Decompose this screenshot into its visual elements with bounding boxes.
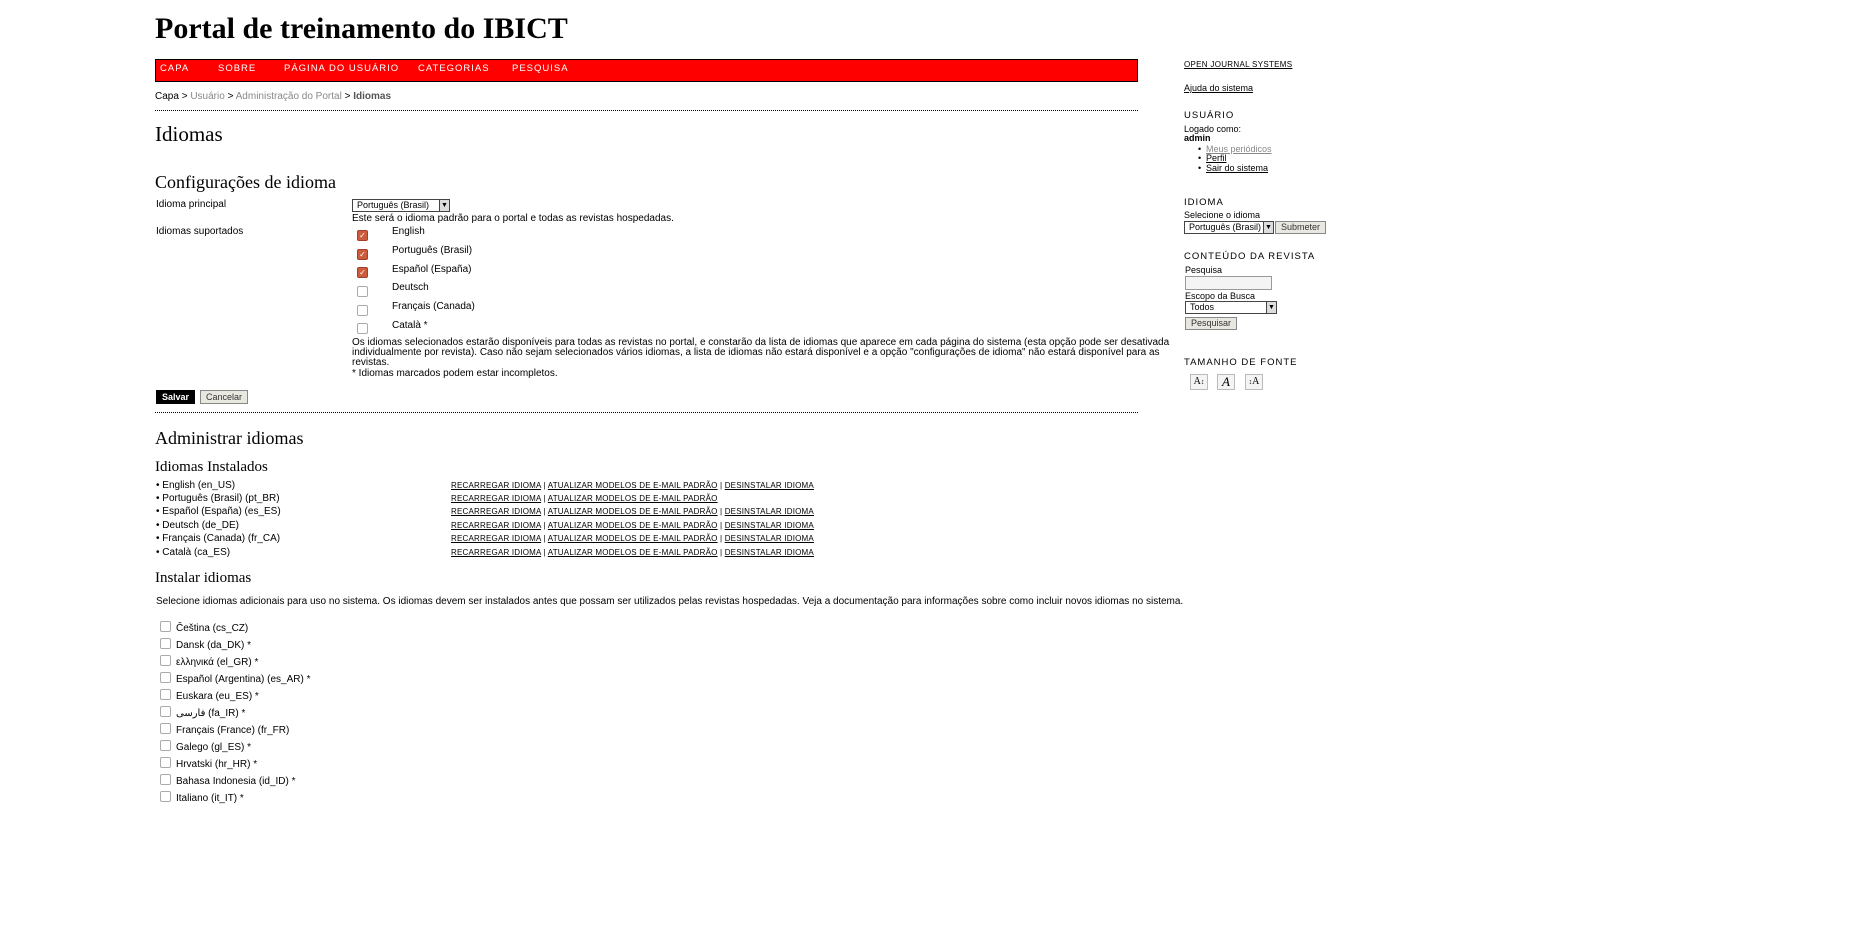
search-input[interactable] <box>1185 276 1272 290</box>
site-title: Portal de treinamento do IBICT <box>155 12 568 45</box>
breadcrumb-user[interactable]: Usuário <box>190 91 225 102</box>
primary-locale-select[interactable] <box>352 199 450 212</box>
breadcrumb-home[interactable]: Capa <box>155 91 179 102</box>
nav-sobre[interactable]: SOBRE <box>218 63 257 74</box>
installed-locale-name: • English (en_US) <box>156 480 236 491</box>
update-email-templates-link[interactable]: ATUALIZAR MODELOS DE E-MAIL PADRÃO <box>547 481 718 490</box>
update-email-templates-link[interactable]: ATUALIZAR MODELOS DE E-MAIL PADRÃO <box>547 534 718 543</box>
chevron-down-icon: ▼ <box>1266 302 1276 313</box>
logout-link[interactable]: Sair do sistema <box>1206 163 1269 173</box>
uninstall-locale-link[interactable]: DESINSTALAR IDIOMA <box>724 481 814 490</box>
breadcrumb-sep: > <box>227 91 234 102</box>
update-email-templates-link[interactable]: ATUALIZAR MODELOS DE E-MAIL PADRÃO <box>547 507 718 516</box>
cancel-button[interactable]: Cancelar <box>200 390 248 404</box>
breadcrumb-sep: > <box>344 91 351 102</box>
language-select-label: Selecione o idioma <box>1184 210 1261 220</box>
update-email-templates-link[interactable]: ATUALIZAR MODELOS DE E-MAIL PADRÃO <box>547 548 718 557</box>
user-block-title: USUÁRIO <box>1184 110 1235 121</box>
nav-capa[interactable]: CAPA <box>160 63 190 74</box>
installed-locale-name: • Català (ca_ES) <box>156 547 231 558</box>
ojs-link[interactable]: OPEN JOURNAL SYSTEMS <box>1184 60 1293 69</box>
install-help: Selecione idiomas adicionais para uso no sistema. Os idiomas devem ser instalados antes que possam ser utilizados pelas revistas hospedadas. Veja a documentação para informações sobre como incluir novos idiomas no sistema. <box>156 596 1184 607</box>
supported-locales-label: Idiomas suportados <box>156 226 244 237</box>
installed-heading: Idiomas Instalados <box>155 459 268 475</box>
chevron-down-icon: ▼ <box>1263 222 1273 233</box>
install-checkbox[interactable] <box>160 791 171 802</box>
search-scope-value: Todos <box>1190 302 1215 312</box>
supported-note: revistas. <box>352 357 390 368</box>
supported-checkbox-en[interactable]: ✓ <box>357 230 368 241</box>
supported-checkbox-ca[interactable] <box>357 323 368 334</box>
available-locale-name: Italiano (it_IT) * <box>176 793 244 804</box>
available-locale-name: Bahasa Indonesia (id_ID) * <box>176 776 296 787</box>
update-email-templates-link[interactable]: ATUALIZAR MODELOS DE E-MAIL PADRÃO <box>547 494 718 503</box>
uninstall-locale-link[interactable]: DESINSTALAR IDIOMA <box>724 507 814 516</box>
supported-checkbox-de[interactable] <box>357 286 368 297</box>
breadcrumb-sep: > <box>181 91 188 102</box>
reload-locale-link[interactable]: RECARREGAR IDIOMA <box>451 521 542 530</box>
breadcrumb-current: Idiomas <box>353 91 392 102</box>
reload-locale-link[interactable]: RECARREGAR IDIOMA <box>451 494 542 503</box>
uninstall-locale-link[interactable]: DESINSTALAR IDIOMA <box>724 521 814 530</box>
search-button[interactable]: Pesquisar <box>1185 317 1237 330</box>
incomplete-note: * Idiomas marcados podem estar incompletos. <box>352 368 558 379</box>
install-checkbox[interactable] <box>160 723 171 734</box>
bullet-icon: • <box>1198 153 1202 163</box>
logged-as-label: Logado como: <box>1184 124 1242 134</box>
install-checkbox[interactable] <box>160 774 171 785</box>
language-select[interactable] <box>1184 221 1274 234</box>
available-locale-name: Hrvatski (hr_HR) * <box>176 759 258 770</box>
save-button[interactable]: Salvar <box>156 390 195 404</box>
install-checkbox[interactable] <box>160 638 171 649</box>
reload-locale-link[interactable]: RECARREGAR IDIOMA <box>451 507 542 516</box>
primary-locale-value: Português (Brasil) <box>357 200 430 210</box>
primary-locale-help: Este será o idioma padrão para o portal e todas as revistas hospedadas. <box>352 213 674 224</box>
supported-locale-name: Español (España) <box>392 264 472 275</box>
nav-pagina-usuario[interactable]: PÁGINA DO USUÁRIO <box>284 63 400 74</box>
uninstall-locale-link[interactable]: DESINSTALAR IDIOMA <box>724 548 814 557</box>
supported-checkbox-es[interactable]: ✓ <box>357 267 368 278</box>
install-checkbox[interactable] <box>160 706 171 717</box>
search-scope-select[interactable] <box>1185 301 1277 314</box>
supported-locale-name: Deutsch <box>392 282 429 293</box>
available-locale-name: ελληνικά (el_GR) * <box>176 657 259 668</box>
help-link[interactable]: Ajuda do sistema <box>1184 83 1254 93</box>
reload-locale-link[interactable]: RECARREGAR IDIOMA <box>451 481 542 490</box>
supported-locale-name: English <box>392 226 425 237</box>
journal-content-title: CONTEÚDO DA REVISTA <box>1184 251 1316 262</box>
profile-link[interactable]: Perfil <box>1206 153 1227 163</box>
breadcrumb <box>155 91 391 102</box>
install-checkbox[interactable] <box>160 740 171 751</box>
supported-checkbox-pt[interactable]: ✓ <box>357 249 368 260</box>
available-locale-name: Dansk (da_DK) * <box>176 640 252 651</box>
supported-checkbox-fr-ca[interactable] <box>357 305 368 316</box>
breadcrumb-admin[interactable]: Administração do Portal <box>235 91 342 102</box>
reload-locale-link[interactable]: RECARREGAR IDIOMA <box>451 548 542 557</box>
installed-locale-name: • Français (Canada) (fr_CA) <box>156 533 281 544</box>
installed-locale-name: • Deutsch (de_DE) <box>156 520 239 531</box>
available-locale-name: Čeština (cs_CZ) <box>176 623 249 634</box>
installed-locale-actions: RECARREGAR IDIOMA | ATUALIZAR MODELOS DE E-MAIL PADRÃO | DESINSTALAR IDIOMA <box>451 548 814 557</box>
supported-note: individualmente por revista). Caso não sejam selecionados vários idiomas, a lista de idiomas não estará disponível e a opção "configurações de idioma" não estará disponível para as <box>352 347 1160 358</box>
installed-locale-actions: RECARREGAR IDIOMA | ATUALIZAR MODELOS DE E-MAIL PADRÃO <box>451 494 718 503</box>
config-heading: Configurações de idioma <box>155 172 336 192</box>
available-locale-name: Français (France) (fr_FR) <box>176 725 290 736</box>
divider <box>155 412 1138 413</box>
font-size-title: TAMANHO DE FONTE <box>1184 357 1298 368</box>
search-label: Pesquisa <box>1185 265 1223 275</box>
primary-locale-label: Idioma principal <box>156 199 227 210</box>
install-checkbox[interactable] <box>160 757 171 768</box>
language-block-title: IDIOMA <box>1184 197 1224 208</box>
available-locale-name: Galego (gl_ES) * <box>176 742 252 753</box>
my-journals-link[interactable]: Meus periódicos <box>1206 144 1272 154</box>
install-heading: Instalar idiomas <box>155 570 252 586</box>
font-size-default-icon[interactable]: A <box>1217 374 1235 390</box>
available-locale-name: فارسی (fa_IR) * <box>176 708 246 719</box>
bullet-icon: • <box>1198 163 1202 173</box>
available-locale-name: Español (Argentina) (es_AR) * <box>176 674 311 685</box>
update-email-templates-link[interactable]: ATUALIZAR MODELOS DE E-MAIL PADRÃO <box>547 521 718 530</box>
available-locale-name: Euskara (eu_ES) * <box>176 691 259 702</box>
navbar <box>155 59 1138 82</box>
username: admin <box>1184 133 1211 143</box>
language-select-value: Português (Brasil) <box>1189 222 1262 232</box>
installed-locale-actions: RECARREGAR IDIOMA | ATUALIZAR MODELOS DE E-MAIL PADRÃO | DESINSTALAR IDIOMA <box>451 481 814 490</box>
install-checkbox[interactable] <box>160 689 171 700</box>
supported-locale-name: Català * <box>392 320 428 331</box>
divider <box>155 110 1138 111</box>
supported-locale-name: Français (Canada) <box>392 301 475 312</box>
page-title: Idiomas <box>155 122 223 146</box>
reload-locale-link[interactable]: RECARREGAR IDIOMA <box>451 534 542 543</box>
install-checkbox[interactable] <box>160 672 171 683</box>
installed-locale-actions: RECARREGAR IDIOMA | ATUALIZAR MODELOS DE E-MAIL PADRÃO | DESINSTALAR IDIOMA <box>451 521 814 530</box>
install-checkbox[interactable] <box>160 655 171 666</box>
installed-locale-name: • Español (España) (es_ES) <box>156 506 281 517</box>
bullet-icon: • <box>1198 144 1202 154</box>
chevron-down-icon: ▼ <box>439 200 449 211</box>
manage-heading: Administrar idiomas <box>155 428 304 448</box>
installed-locale-actions: RECARREGAR IDIOMA | ATUALIZAR MODELOS DE E-MAIL PADRÃO | DESINSTALAR IDIOMA <box>451 534 814 543</box>
supported-locale-name: Português (Brasil) <box>392 245 473 256</box>
nav-categorias[interactable]: CATEGORIAS <box>418 63 490 74</box>
language-submit-button[interactable]: Submeter <box>1275 221 1326 234</box>
installed-locale-actions: RECARREGAR IDIOMA | ATUALIZAR MODELOS DE E-MAIL PADRÃO | DESINSTALAR IDIOMA <box>451 507 814 516</box>
nav-pesquisa[interactable]: PESQUISA <box>512 63 569 74</box>
search-scope-label: Escopo da Busca <box>1185 291 1256 301</box>
font-size-small-icon[interactable]: A↕ <box>1190 374 1208 390</box>
font-size-large-icon[interactable]: ↕A <box>1245 374 1263 390</box>
supported-note: Os idiomas selecionados estarão disponíveis para todas as revistas no portal, e constarão da lista de idiomas que aparece em cada página do sistema (esta opção pode ser desativada <box>352 337 1170 348</box>
uninstall-locale-link[interactable]: DESINSTALAR IDIOMA <box>724 534 814 543</box>
install-checkbox[interactable] <box>160 621 171 632</box>
installed-locale-name: • Português (Brasil) (pt_BR) <box>156 493 280 504</box>
